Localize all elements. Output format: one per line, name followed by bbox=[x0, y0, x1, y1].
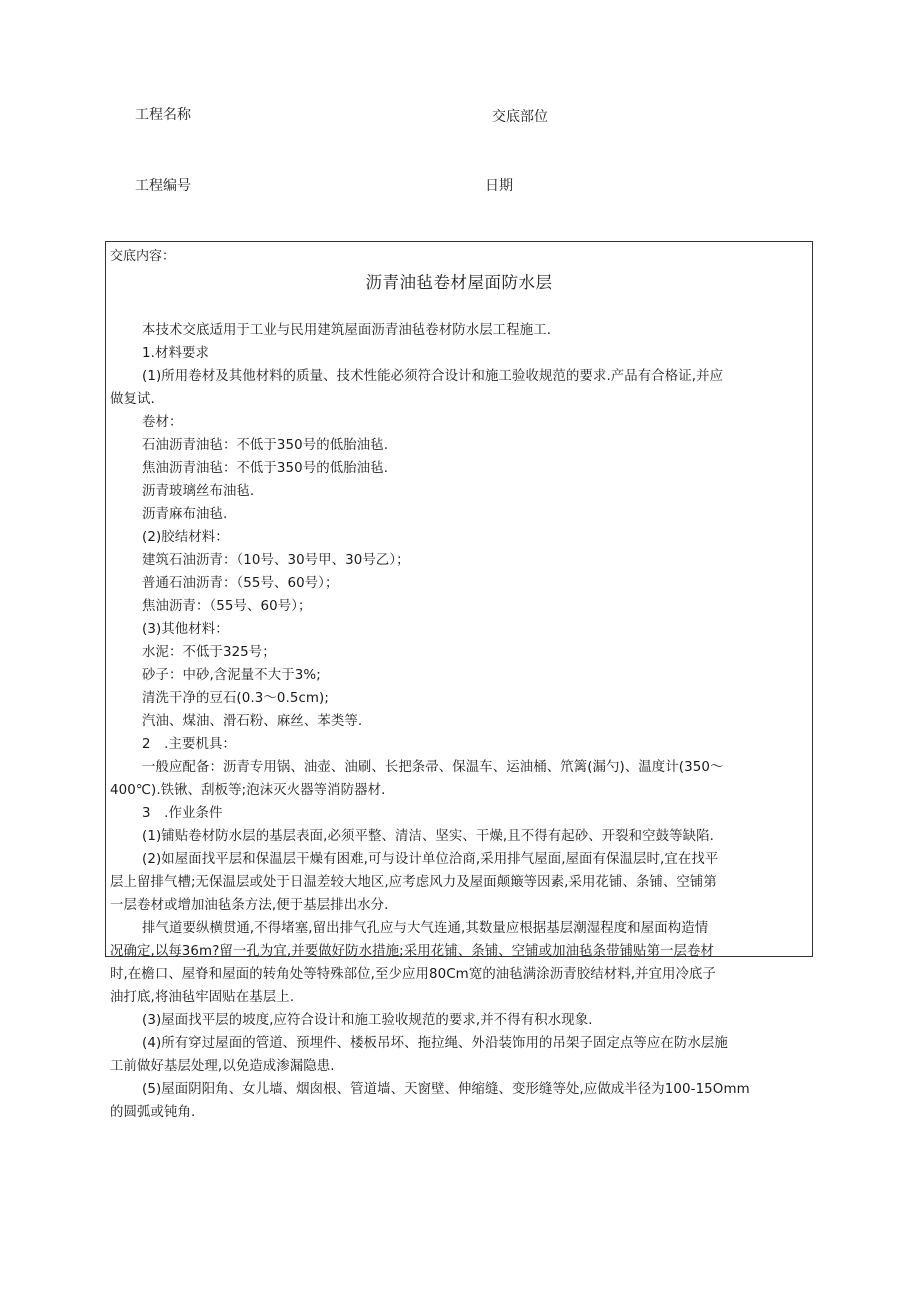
project-name-label: 工程名称 bbox=[135, 107, 191, 123]
text-line: 油打底,将油毡牢固贴在基层上. bbox=[110, 990, 295, 1005]
handover-part-label: 交底部位 bbox=[492, 109, 548, 125]
text-line: 汽油、煤油、滑石粉、麻丝、苯类等. bbox=[142, 714, 363, 729]
text-line: 建筑石油沥青：（10号、30号甲、30号乙）； bbox=[142, 553, 410, 568]
project-no-label: 工程编号 bbox=[135, 178, 191, 194]
text-line: 层上留排气槽;无保温层或处于日温差较大地区,应考虑风力及屋面颠簸等因素,采用花铺、条铺、空铺第 bbox=[110, 875, 717, 890]
text-line: 400℃).铁锹、刮板等;泡沫灭火器等消防器材. bbox=[110, 783, 386, 798]
text-line: 砂子：中砂,含泥量不大于3%; bbox=[142, 668, 321, 683]
text-line: 的圆弧或钝角. bbox=[110, 1105, 196, 1120]
text-line: 做复试. bbox=[110, 392, 155, 407]
text-line: 3 .作业条件 bbox=[142, 806, 223, 821]
text-line: 工前做好基层处理,以免造成渗漏隐患. bbox=[110, 1059, 335, 1074]
document-title: 沥青油毡卷材屋面防水层 bbox=[365, 273, 553, 292]
text-line: 一层卷材或增加油毡条方法,便于基层排出水分. bbox=[110, 898, 389, 913]
text-line: 排气道要纵横贯通,不得堵塞,留出排气孔应与大气连通,其数量应根据基层潮湿程度和屋面构造情 bbox=[142, 921, 709, 936]
text-line: 1.材料要求 bbox=[142, 346, 209, 361]
text-line: 2 .主要机具： bbox=[142, 737, 236, 752]
text-line: 本技术交底适用于工业与民用建筑屋面沥青油毡卷材防水层工程施工. bbox=[142, 323, 552, 338]
text-line: (5)屋面阴阳角、女儿墙、烟囱根、管道墙、天窗壁、伸缩缝、变形缝等处,应做成半径为100-15Omm bbox=[142, 1082, 750, 1097]
content-label: 交底内容： bbox=[110, 249, 176, 264]
body-text bbox=[110, 319, 808, 1124]
text-line: 卷材： bbox=[142, 415, 183, 430]
text-line: 焦油沥青：（55号、60号）； bbox=[142, 599, 312, 614]
text-line: (3)其他材料： bbox=[142, 622, 229, 637]
text-line: 清洗干净的豆石(0.3～0.5cm); bbox=[142, 691, 329, 706]
text-line: 况确定,以每36m?留一孔为宜,并要做好防水措施;采用花铺、条铺、空铺或加油毡条带铺贴第一层卷材 bbox=[110, 944, 715, 959]
text-line: 时,在檐口、屋脊和屋面的转角处等特殊部位,至少应用80Cm宽的油毡满涂沥青胶结材料,并宜用冷底子 bbox=[110, 967, 717, 982]
text-line: 沥青玻璃丝布油毡. bbox=[142, 484, 255, 499]
text-line: (2)如屋面找平层和保温层干燥有困难,可与设计单位洽商,采用排气屋面,屋面有保温层时,宜在找平 bbox=[142, 852, 719, 867]
text-line: (1)铺贴卷材防水层的基层表面,必须平整、清洁、坚实、干燥,且不得有起砂、开裂和空鼓等缺陷. bbox=[142, 829, 714, 844]
text-line: 石油沥青油毡：不低于350号的低胎油毡. bbox=[142, 438, 389, 453]
text-line: (4)所有穿过屋面的管道、预埋件、楼板吊坏、拖拉绳、外沿装饰用的吊架子固定点等应在防水层施 bbox=[142, 1036, 728, 1051]
text-line: 焦油沥青油毡：不低于350号的低胎油毡. bbox=[142, 461, 389, 476]
text-line: 普通石油沥青：（55号、60号）； bbox=[142, 576, 339, 591]
date-label: 日期 bbox=[485, 178, 513, 194]
content-box bbox=[105, 241, 813, 1120]
text-line: (2)胶结材料： bbox=[142, 530, 229, 545]
text-line: 水泥：不低于325号； bbox=[142, 645, 276, 660]
text-line: 一般应配备：沥青专用锅、油壶、油刷、长把条帚、保温车、运油桶、笊篱(漏勺)、温度计(350～ bbox=[142, 760, 724, 775]
text-line: (1)所用卷材及其他材料的质量、技术性能必须符合设计和施工验收规范的要求.产品有合格证,并应 bbox=[142, 369, 724, 384]
text-line: 沥青麻布油毡. bbox=[142, 507, 228, 522]
text-line: (3)屋面找平层的坡度,应符合设计和施工验收规范的要求,并不得有积水现象. bbox=[142, 1013, 593, 1028]
